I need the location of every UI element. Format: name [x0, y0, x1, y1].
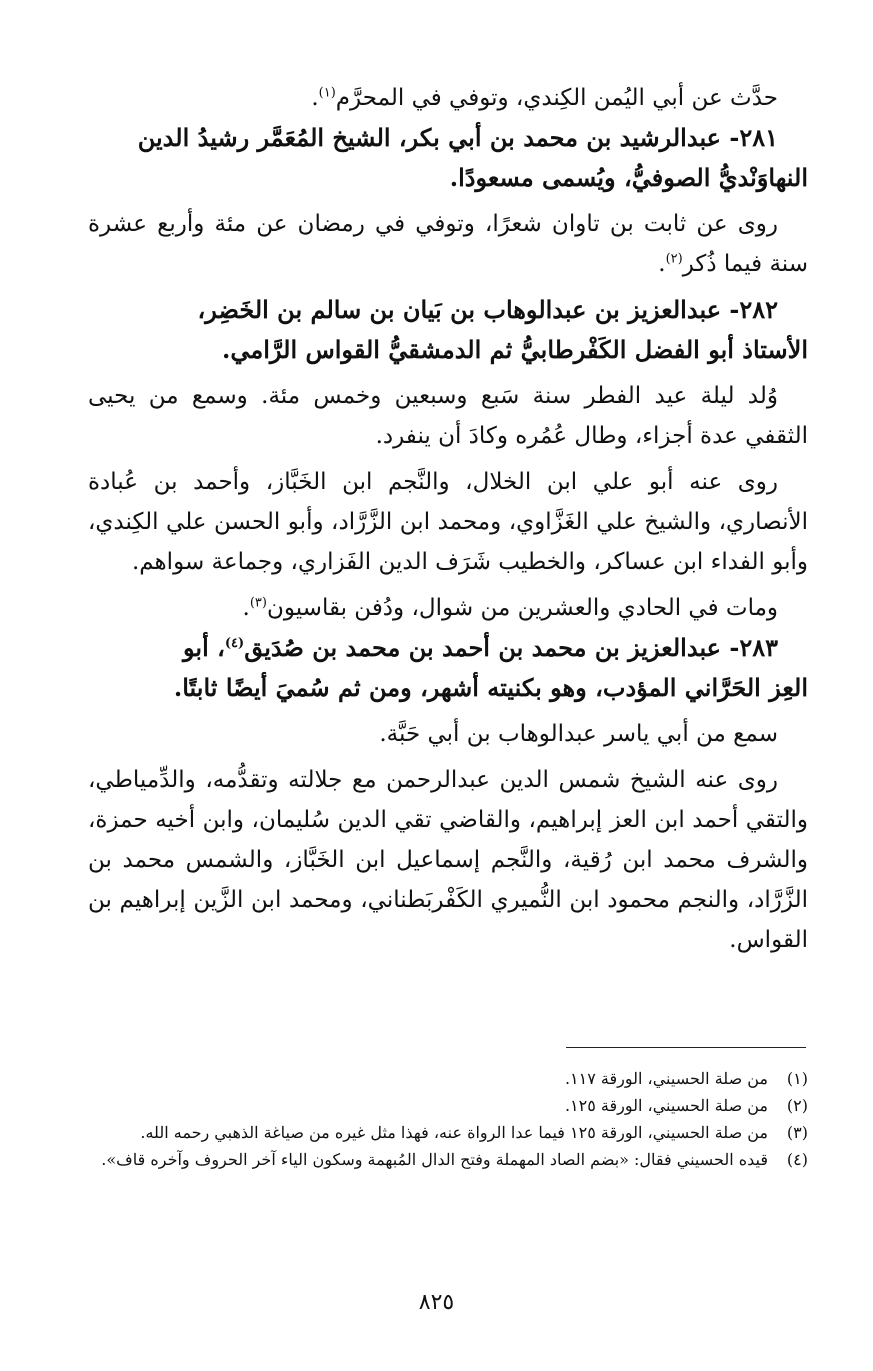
entry-heading — [88, 628, 808, 708]
footnote-divider — [566, 1047, 806, 1048]
entry-283 — [88, 628, 808, 960]
footnote-ref[interactable]: (٣) — [249, 595, 267, 611]
page-number: ٨٢٥ — [418, 1290, 455, 1315]
text: . — [311, 85, 319, 111]
entry-paragraph: روى عنه أبو علي ابن الخلال، والنَّجم ابن الخَبَّاز، وأحمد بن عُبادة الأنصاري، والشيخ علي الغَزَّاوي، ومحمد ابن الزَّرَّاد، وأبو الحسن علي الكِندي، وأبو الفداء ابن عساكر، والخطيب شَرَف الدين الفَزاري، وجماعة سواهم. — [88, 469, 808, 575]
footnote-text: من صلة الحسيني، الورقة ١٢٥. — [564, 1096, 768, 1115]
entry-heading-line: النهاوَنْديُّ الصوفيُّ، ويُسمى مسعودًا. — [449, 163, 808, 192]
entry-paragraph: سمع من أبي ياسر عبدالوهاب بن أبي حَبَّة. — [379, 721, 778, 747]
footnote-text: من صلة الحسيني، الورقة ١١٧. — [564, 1069, 768, 1088]
text: ومات في الحادي والعشرين من شوال، ودُفن بقاسيون — [266, 595, 778, 621]
paragraph-continuation — [88, 78, 808, 118]
entry-paragraph: وُلد ليلة عيد الفطر سنة سَبع وسبعين وخمس مئة. وسمع من يحيى الثقفي عدة أجزاء، وطال عُمُره وكادَ أن ينفرد. — [88, 383, 808, 449]
footnote-number: (١) — [786, 1069, 808, 1088]
entry-heading — [88, 290, 808, 370]
text: . — [658, 251, 666, 277]
text: حدَّث عن أبي اليُمن الكِندي، وتوفي في المحرَّم — [335, 85, 778, 111]
entry-281 — [88, 118, 808, 284]
entry-heading-line: العِز الحَرَّاني المؤدب، وهو بكنيته أشهر، ومن ثم سُميَ أيضًا ثابتًا. — [173, 673, 808, 702]
footnote-text: من صلة الحسيني، الورقة ١٢٥ فيما عدا الرواة عنه، فهذا مثل غيره من صياغة الذهبي رحمه الله. — [140, 1123, 768, 1142]
footnote-text: قيده الحسيني فقال: «بضم الصاد المهملة وفتح الدال المُبهمة وسكون الياء آخر الحروف وآخره قاف». — [101, 1150, 768, 1169]
footnote-ref[interactable]: (٢) — [665, 251, 683, 267]
footnote-number: (٣) — [786, 1123, 808, 1142]
footnote-1 — [88, 1066, 808, 1092]
entry-paragraph — [88, 588, 808, 628]
footnote-2 — [88, 1093, 808, 1119]
footnote-3 — [88, 1120, 808, 1146]
footnote-ref[interactable]: (١) — [318, 85, 336, 101]
entry-heading-line: ، أبو — [183, 633, 225, 662]
entry-heading-line: ٢٨٢- عبدالعزيز بن عبدالوهاب بن بَيان بن سالم بن الخَضِر، — [197, 295, 778, 324]
entry-heading-line: ٢٨٣- عبدالعزيز بن محمد بن أحمد بن محمد بن صُدَيق — [244, 633, 778, 662]
main-text — [88, 78, 808, 960]
footnote-4 — [88, 1147, 808, 1173]
text: روى عن ثابت بن تاوان شعرًا، وتوفي في رمضان عن مئة وأربع عشرة سنة فيما ذُكر — [88, 211, 808, 277]
footnotes — [88, 1066, 808, 1174]
entry-heading-line: الأستاذ أبو الفضل الكَفْرطابيُّ ثم الدمشقيُّ القواس الرَّامي. — [222, 335, 808, 364]
entry-paragraph — [88, 204, 808, 284]
footnote-number: (٤) — [786, 1150, 808, 1169]
footnote-ref[interactable]: (٤) — [224, 636, 245, 651]
entry-282 — [88, 290, 808, 628]
text: . — [242, 595, 250, 621]
entry-heading — [88, 118, 808, 198]
entry-heading-line: ٢٨١- عبدالرشيد بن محمد بن أبي بكر، الشيخ المُعَمَّر رشيدُ الدين — [137, 123, 778, 152]
entry-paragraph: روى عنه الشيخ شمس الدين عبدالرحمن مع جلالته وتقدُّمه، والدِّمياطي، والتقي أحمد ابن العز إبراهيم، والقاضي تقي الدين سُليمان، وابن أخيه حمزة، والشرف محمد ابن رُقية، والنَّجم إسماعيل ابن الخَبَّاز، والشمس محمد بن الزَّرَّاد، والنجم محمود ابن النُّميري الكَفْربَطناني، ومحمد ابن الزَّين إبراهيم بن القواس. — [88, 767, 808, 953]
footnote-number: (٢) — [786, 1096, 808, 1115]
